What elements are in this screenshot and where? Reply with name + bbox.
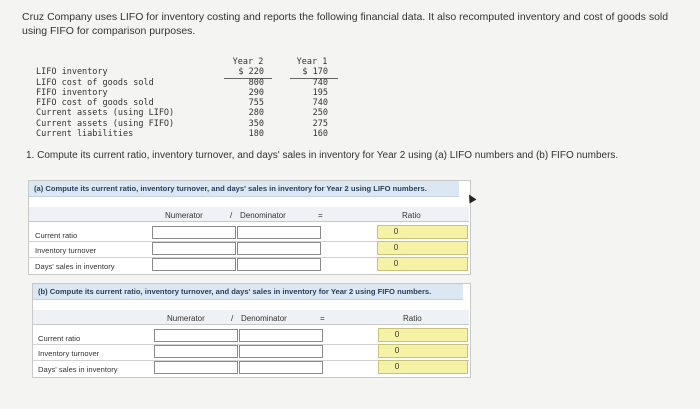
denominator-input[interactable] [239, 345, 323, 358]
ratio-value: 0 [393, 243, 399, 252]
denominator-header: Denominator [241, 314, 287, 323]
row-label-days-sales: Days' sales in inventory [38, 365, 118, 374]
ratio-header: Ratio [403, 314, 422, 323]
part-a-title: (a) Compute its current ratio, inventory turnover, and days' sales in inventory for Year 2 using LIFO numbers. [29, 181, 459, 197]
row-label-inventory-turnover: Inventory turnover [35, 246, 97, 255]
intro-text: Cruz Company uses LIFO for inventory costing and reports the following financial data. It also recomputed inventory and cost of goods sold using FIFO for comparison purposes. [22, 11, 669, 37]
slash-header: / [230, 211, 233, 220]
header-year-1: Year 1 [296, 57, 328, 67]
denominator-input[interactable] [237, 226, 321, 239]
ratio-header: Ratio [402, 211, 421, 220]
ratio-value: 0 [394, 330, 400, 339]
part-b-title: (b) Compute its current ratio, inventory turnover, and days' sales in inventory for Year 2 using FIFO numbers. [33, 284, 463, 300]
ratio-value: 0 [393, 259, 399, 268]
equals-header: = [320, 314, 325, 323]
row-label-current-ratio: Current ratio [38, 334, 81, 343]
numerator-input[interactable] [152, 242, 236, 255]
question-text: 1. Compute its current ratio, inventory turnover, and days' sales in inventory for Year 2 using (a) LIFO numbers and (b) FIFO numbers. [26, 150, 619, 161]
denominator-input[interactable] [239, 329, 323, 342]
denominator-header: Denominator [240, 211, 286, 220]
ratio-value: 0 [394, 346, 400, 355]
row-label-days-sales: Days' sales in inventory [35, 262, 115, 271]
equals-header: = [318, 211, 323, 220]
numerator-input[interactable] [154, 329, 238, 342]
denominator-input[interactable] [237, 242, 321, 255]
denominator-input[interactable] [237, 258, 321, 271]
numerator-input[interactable] [154, 345, 238, 358]
row-label-inventory-turnover: Inventory turnover [38, 349, 100, 358]
slash-header: / [231, 314, 234, 323]
header-year-2: Year 2 [232, 57, 264, 67]
ratio-value: 0 [394, 362, 400, 371]
numerator-input[interactable] [152, 258, 236, 271]
numerator-header: Numerator [165, 211, 203, 220]
row-label-current-ratio: Current ratio [35, 231, 78, 240]
numerator-header: Numerator [167, 314, 205, 323]
denominator-input[interactable] [239, 361, 323, 374]
numerator-input[interactable] [152, 226, 236, 239]
ratio-value: 0 [393, 227, 399, 236]
numerator-input[interactable] [154, 361, 238, 374]
